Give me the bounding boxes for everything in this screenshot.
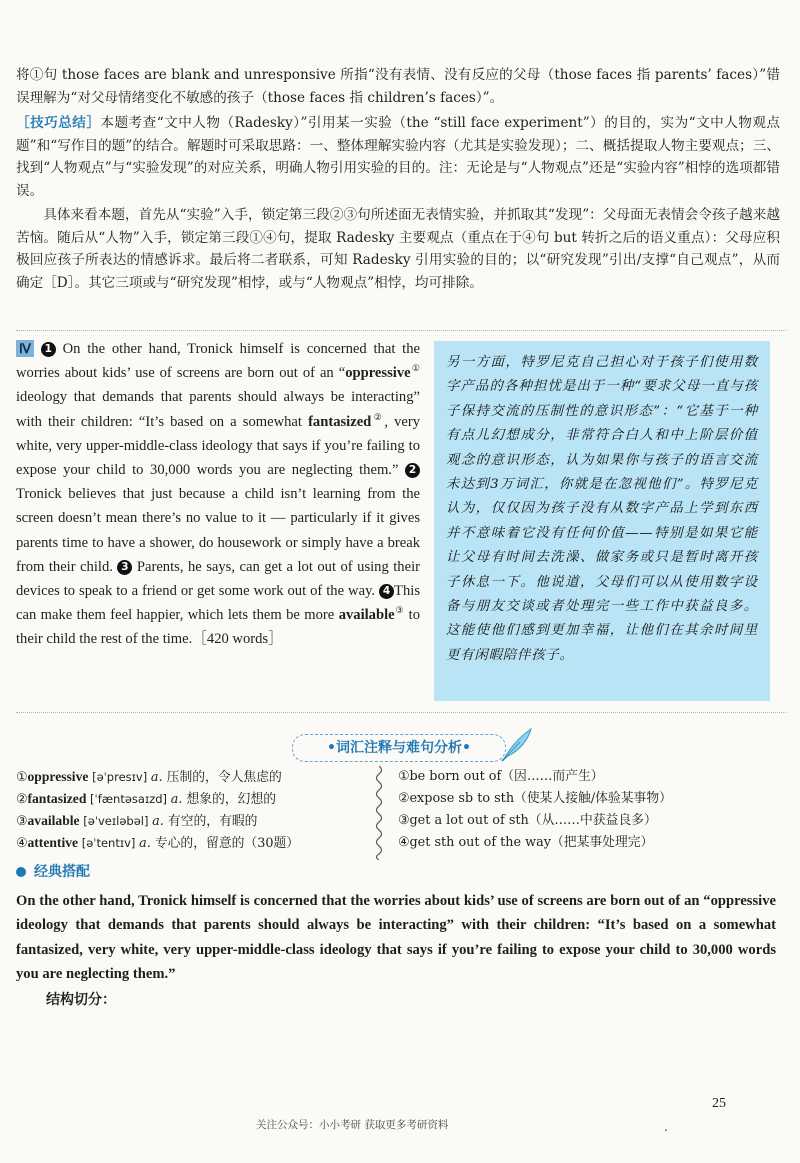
vocab-item: ③available [əˈveɪləbəl] a. 有空的，有暇的 xyxy=(16,813,258,829)
keyword-fantasized: fantasized xyxy=(308,413,372,430)
note-ref-3: ③ xyxy=(394,605,405,616)
sentence-1c: , very white, very upper-middle-class ideology that says if you’re failing to expose your child to 30,000 words you are neglecting them.” xyxy=(16,413,421,479)
quill-pen-icon xyxy=(500,726,534,762)
sentence-number-4: 4 xyxy=(379,584,394,599)
phrase-item: ③get a lot out of sth（从……中获益良多） xyxy=(398,813,657,828)
sentence-1a: On the other hand, Tronick himself is concerned that the worries about kids’ use of screens are born out of an “ xyxy=(16,341,420,382)
word-count: ［420 words］ xyxy=(192,631,283,648)
phrase-item: ①be born out of（因……而产生） xyxy=(398,769,604,784)
tip-tag: ［技巧总结］ xyxy=(16,115,101,131)
bullet-dot-icon xyxy=(16,867,26,877)
sentence-number-1: 1 xyxy=(41,342,56,357)
note-ref-1: ① xyxy=(410,363,421,374)
tip-body: 本题考查“文中人物（Radesky）”引用某一实验（the “still face experiment”）的目的，实为“文中人物观点题”和“写作目的题”的结合。解题时可采取思路：一、整体理解实验内容（尤其是实验发现）；二、概括提取人物主要观点；三、找到“人物观点”与“实验发现”的对应关系，明确人物引用实验的目的。注：无论是与“人物观点”还是“实验内容”相悖的选项都错误。 xyxy=(16,115,781,199)
phrase-item: ②expose sb to sth（使某人接触/体验某事物） xyxy=(398,791,672,806)
sentence-3: Parents, he says, can get a lot out of using their devices to speak to a friend or get some work out of the way. xyxy=(16,558,420,600)
phrase-item: ④get sth out of the way（把某事处理完） xyxy=(398,835,654,850)
vocab-list xyxy=(16,766,366,854)
sentence-4b: to their child the rest of the time. xyxy=(16,607,420,648)
vocab-item: ①oppressive [əˈpresɪv] a. 压制的，令人焦虑的 xyxy=(16,769,282,785)
sentence-number-2: 2 xyxy=(405,463,420,478)
tip-paragraph xyxy=(16,112,780,202)
divider-middle xyxy=(16,712,786,713)
vocab-item: ④attentive [əˈtentɪv] a. 专心的，留意的（30题） xyxy=(16,835,300,851)
structure-label: 结构切分： xyxy=(46,992,116,1008)
analysis-sentence: On the other hand, Tronick himself is concerned that the worries about kids’ use of screens are born out of an “oppressive ideology that demands that parents should always be interacting” with their children: “It’s based on a somewhat fantasized, very white, very upper-middle-class ideology that says if you’re failing to expose your child to 30,000 words you are neglecting them.” xyxy=(16,893,776,982)
sentence-1b: ideology that demands that parents should always be interacting” with their children: “It’s based on a somewhat xyxy=(16,389,420,430)
phrase-list xyxy=(398,766,778,854)
sentence-4a: This can make them feel happier, which lets them be more xyxy=(16,583,420,624)
footer-mark: . xyxy=(664,1120,668,1134)
wavy-divider xyxy=(372,766,386,860)
keyword-oppressive: oppressive xyxy=(345,365,411,382)
note-ref-2: ② xyxy=(371,411,385,422)
paragraph-numeral: Ⅳ xyxy=(16,340,34,357)
vocab-item: ②fantasized [ˈfæntəsaɪzd] a. 想象的，幻想的 xyxy=(16,791,277,807)
divider-top xyxy=(16,330,786,331)
sentence-2: Tronick believes that just because a child isn’t learning from the screen doesn’t mean there’s no value to it — particularly if it gives parents time to have a shower, do housework or simply have a break from their child. xyxy=(16,486,420,575)
page-number: 25 xyxy=(712,1096,726,1111)
collocation-section-title: 经典搭配 xyxy=(16,861,90,883)
translation-box: 另一方面，特罗尼克自己担心对于孩子们使用数字产品的各种担忧是出于一种“要求父母一直与孩子保持交流的压制性的意识形态”：“它基于一种有点儿幻想成分，非常符合白人和中上阶层价值观念的意识形态，认为如果你与孩子的语言交流未达到3万词汇，你就是在忽视他们”。特罗尼克认为，仅仅因为孩子没有从数字产品上学到东西并不意味着它没有任何价值——特别是如果它能让父母有时间去洗澡、做家务或只是暂时离开孩子休息一下。他说道，父母们可以从使用数字设备与朋友交谈或者处理完一些工作中获益良多。这能使他们感到更加幸福，让他们在其余时间里更有闲暇陪伴孩子。 xyxy=(434,341,770,701)
analysis-paragraph: 具体来看本题，首先从“实验”入手，锁定第三段②③句所述面无表情实验，并抓取其“发现”：父母面无表情会令孩子越来越苦恼。随后从“人物”入手，锁定第三段①④句，提取 Radesky 主要观点（重点在于④句 but 转折之后的语义重点）：父母应积极回应孩子所表达的情感诉求。最后将二者联系，可知 Radesky 引用实验的目的；以“研究发现”引出/支撑“自己观点”，从而确定［D］。其它三项或与“研究发现”相悖，或与“人物观点”相悖，均可排除。 xyxy=(16,207,780,291)
keyword-available: available xyxy=(338,607,395,624)
vocab-section-title: •词汇注释与难句分析• xyxy=(292,734,506,762)
passage-paragraph xyxy=(16,337,420,652)
sentence-number-3: 3 xyxy=(117,560,132,575)
footer-note: 关注公众号：小小考研 获取更多考研资料 xyxy=(256,1119,449,1131)
intro-paragraph: 将①句 those faces are blank and unresponsive 所指“没有表情、没有反应的父母（those faces 指 parents’ faces）”错误理解为“对父母情绪变化不敏感的孩子（those faces 指 children’s faces）”。 xyxy=(16,67,780,106)
